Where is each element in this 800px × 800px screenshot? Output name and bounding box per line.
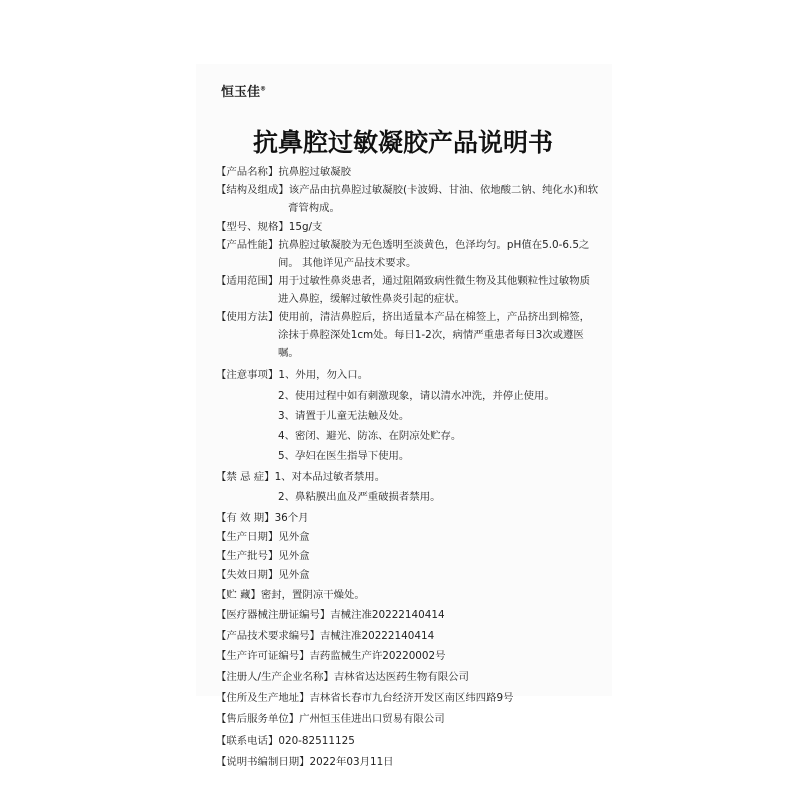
field-composition: [216, 181, 608, 199]
field-product-name: [216, 163, 608, 181]
field-value: 见外盒: [278, 569, 310, 581]
field-label: 【结构及组成】: [216, 184, 289, 196]
field-label: 【有 效 期】: [216, 512, 275, 524]
field-production-license: [216, 647, 608, 665]
notes-item-5: 5、孕妇在医生指导下使用。: [278, 450, 410, 462]
field-label: 【禁 忌 症】: [216, 471, 275, 483]
field-value: 15g/支: [288, 221, 323, 233]
field-usage: [216, 308, 608, 326]
field-label: 【型号、规格】: [216, 221, 289, 233]
field-label: 【售后服务单位】: [216, 713, 300, 725]
field-expiry: [216, 566, 608, 584]
notes-item-4: 4、密闭、避光、防冻、在阴凉处贮存。: [278, 430, 462, 442]
field-mfg-date: [216, 528, 608, 546]
field-usage-cont-2: 嘱。: [278, 347, 299, 359]
field-composition-cont: 膏管构成。: [288, 202, 340, 214]
field-value: 吉药监械生产许20220002号: [309, 650, 446, 662]
field-batch: [216, 547, 608, 565]
field-label: 【联系电话】: [216, 735, 279, 747]
field-label: 【产品名称】: [216, 166, 279, 178]
field-label: 【生产批号】: [216, 550, 279, 562]
field-label: 【适用范围】: [216, 275, 279, 287]
field-value: 密封，置阴凉干燥处。: [260, 589, 365, 601]
field-label: 【产品性能】: [216, 239, 279, 251]
field-value: 抗鼻腔过敏凝胶为无色透明至淡黄色，色泽均匀。pH值在5.0-6.5之: [278, 239, 590, 251]
field-registrant: [216, 668, 608, 686]
field-label: 【失效日期】: [216, 569, 279, 581]
field-value: 该产品由抗鼻腔过敏凝胶(卡波姆、甘油、依地酸二钠、纯化水)和软: [288, 184, 599, 196]
field-label: 【医疗器械注册证编号】: [216, 609, 331, 621]
field-value: 见外盒: [278, 531, 310, 543]
field-performance-cont: 间。 其他详见产品技术要求。: [278, 257, 417, 269]
brand-name: 恒玉佳: [221, 85, 261, 100]
field-value: 使用前，清洁鼻腔后，挤出适量本产品在棉签上，产品挤出到棉签，: [278, 311, 591, 323]
field-value: 抗鼻腔过敏凝胶: [278, 166, 352, 178]
notes-item-2: 2、使用过程中如有刺激现象，请以清水冲洗，并停止使用。: [278, 390, 555, 402]
field-value: 020-82511125: [278, 735, 355, 747]
field-label: 【注册人/生产企业名称】: [216, 671, 334, 683]
field-value: 2022年03月11日: [309, 756, 394, 768]
field-value: 36个月: [274, 512, 309, 524]
field-label: 【住所及生产地址】: [216, 692, 310, 704]
field-value: 1、对本品过敏者禁用。: [274, 471, 386, 483]
field-contraindications: [216, 468, 608, 486]
field-usage-cont-1: 涂抹于鼻腔深处1cm处。每日1-2次，病情严重患者每日3次或遵医: [278, 329, 584, 341]
field-tech-requirement-no: [216, 627, 608, 645]
registered-mark: ®: [260, 85, 267, 93]
field-label: 【产品技术要求编号】: [216, 630, 320, 642]
field-validity: [216, 509, 608, 527]
field-value: 吉林省长春市九台经济开发区南区纬四路9号: [309, 692, 514, 704]
field-after-sales: [216, 710, 608, 728]
field-value: 用于过敏性鼻炎患者，通过阻隔致病性微生物及其他颗粒性过敏物质: [278, 275, 591, 287]
field-phone: [216, 732, 608, 750]
field-label: 【说明书编制日期】: [216, 756, 310, 768]
field-label: 【生产日期】: [216, 531, 279, 543]
field-spec: [216, 218, 608, 236]
field-value: 见外盒: [278, 550, 310, 562]
field-performance: [216, 236, 608, 254]
field-storage: [216, 586, 608, 604]
contra-item-2: 2、鼻粘膜出血及严重破损者禁用。: [278, 491, 441, 503]
field-value: 1、外用，勿入口。: [278, 369, 369, 381]
page-title: 抗鼻腔过敏凝胶产品说明书: [253, 128, 554, 157]
field-value: 吉械注准20222140414: [319, 630, 435, 642]
field-scope: [216, 272, 608, 290]
field-value: 吉械注准20222140414: [330, 609, 445, 621]
field-address: [216, 689, 608, 707]
field-label: 【生产许可证编号】: [216, 650, 310, 662]
field-notes: [216, 366, 608, 384]
field-label: 【贮 藏】: [216, 589, 261, 601]
field-value: 广州恒玉佳进出口贸易有限公司: [299, 713, 445, 725]
field-label: 【注意事项】: [216, 369, 279, 381]
field-value: 吉林省达达医药生物有限公司: [333, 671, 469, 683]
field-label: 【使用方法】: [216, 311, 279, 323]
field-registration-no: [216, 606, 608, 624]
field-compiled-date: [216, 753, 608, 771]
field-scope-cont: 进入鼻腔，缓解过敏性鼻炎引起的症状。: [278, 293, 466, 305]
notes-item-3: 3、请置于儿童无法触及处。: [278, 410, 410, 422]
brand-logo: [221, 81, 266, 100]
